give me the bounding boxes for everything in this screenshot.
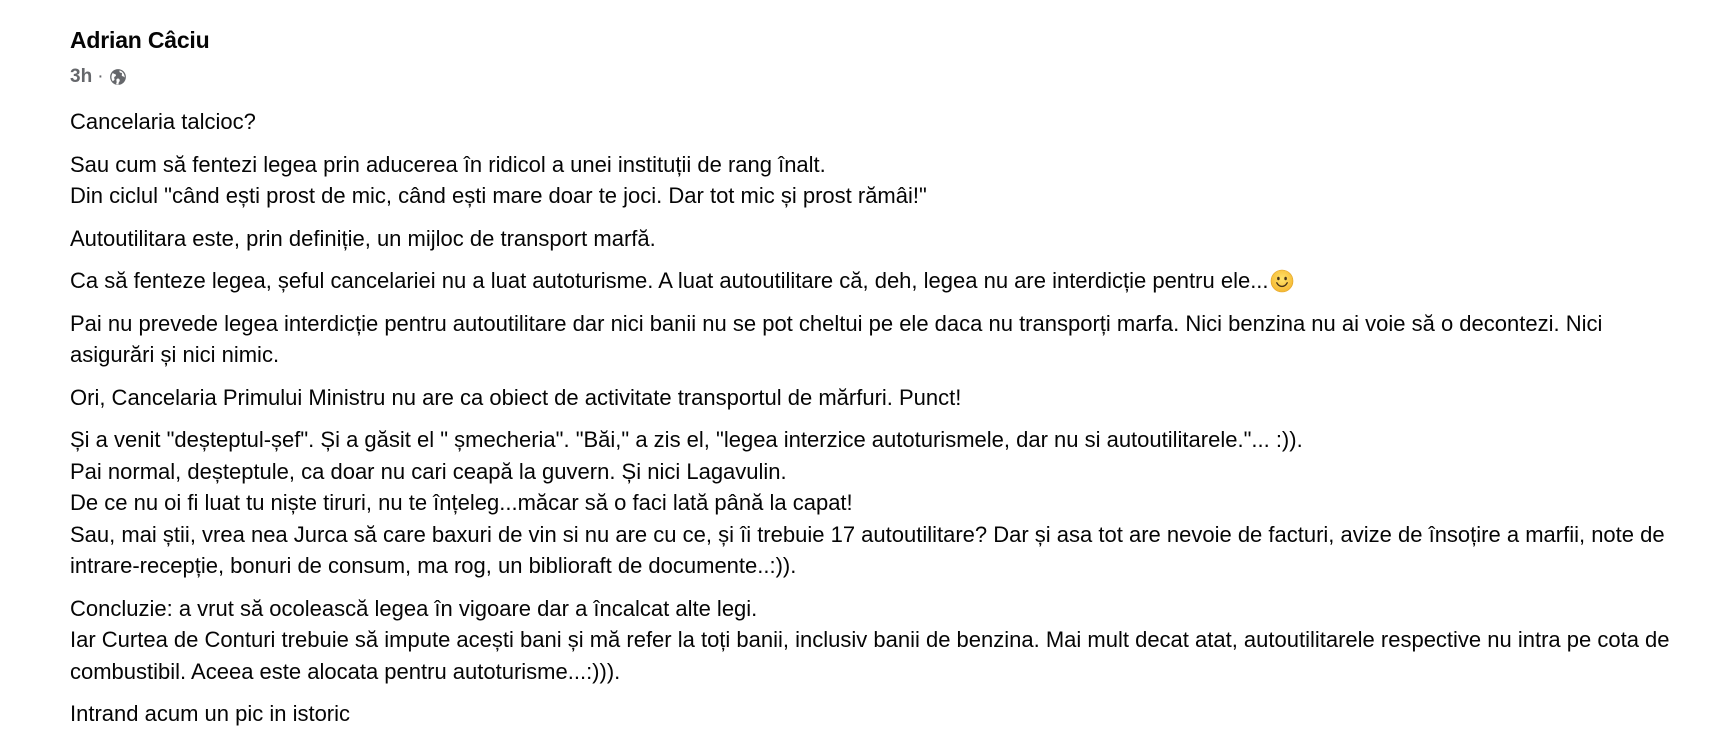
post-paragraph: Autoutilitara este, prin definiție, un mijloc de transport marfă. <box>70 225 656 251</box>
post-meta <box>70 64 1670 90</box>
post-body <box>70 106 1670 730</box>
globe-icon[interactable] <box>109 68 127 86</box>
post-paragraph-text: Ca să fenteze legea, șeful cancelariei nu a luat autoturisme. A luat autoutilitare că, deh, legea nu are interdicție pentru ele... <box>70 268 1269 293</box>
meta-separator: · <box>97 66 104 87</box>
post-paragraph: Cancelaria talcioc? <box>70 109 256 134</box>
facebook-post <box>70 24 1670 741</box>
post-author[interactable]: Adrian Câciu <box>70 27 210 53</box>
post-paragraph: Intrand acum un pic in istoric <box>70 701 351 726</box>
slightly-smiling-face-icon <box>1270 269 1294 293</box>
post-paragraph: Concluzie: a vrut să ocolească legea în vigoare dar a încalcat alte legi. Iar Curtea de Conturi trebuie să impute acești bani și mă refer la toți banii, inclusiv banii de benzina. Mai mult decat atat, autoutilitarele respective nu intra pe cota de combustibil. Aceea este alocata pentru autoturisme...:))). <box>70 595 1670 684</box>
post-timestamp[interactable]: 3h <box>70 66 93 87</box>
post-paragraph-with-emoji <box>70 265 1670 297</box>
post-paragraph: Ori, Cancelaria Primului Ministru nu are ca obiect de activitate transportul de mărfuri. Punct! <box>70 384 962 410</box>
post-paragraph: Pai nu prevede legea interdicție pentru autoutilitare dar nici banii nu se pot cheltui pe ele daca nu transporți marfa. Nici benzina nu ai voie să o decontezi. Nici asigurări și nici nimic. <box>70 310 1609 367</box>
post-paragraph: Și a venit "deșteptul-șef". Și a găsit el " șmecheria". "Băi," a zis el, "legea interzice autoturismele, dar nu si autoutilitarele."... :)). Pai normal, deșteptule, ca doar nu cari ceapă la guvern. Și nici Lagavulin. De ce nu oi fi luat tu niște tiruri, nu te înțeleg...măcar să o faci lată până la capat! Sau, mai știi, vrea nea Jurca să care baxuri de vin si nu are cu ce, și îi trebuie 17 autoutilitare? Dar și asa tot are nevoie de facturi, avize de însoțire a marfii, note de intrare-recepție, bonuri de consum, ma rog, un biblioraft de documente..:)). <box>70 427 1665 578</box>
post-paragraph: Sau cum să fentezi legea prin aducerea în ridicol a unei instituții de rang înalt. Din ciclul "când ești prost de mic, când ești mare doar te joci. Dar tot mic și prost rămâi!" <box>70 151 927 208</box>
